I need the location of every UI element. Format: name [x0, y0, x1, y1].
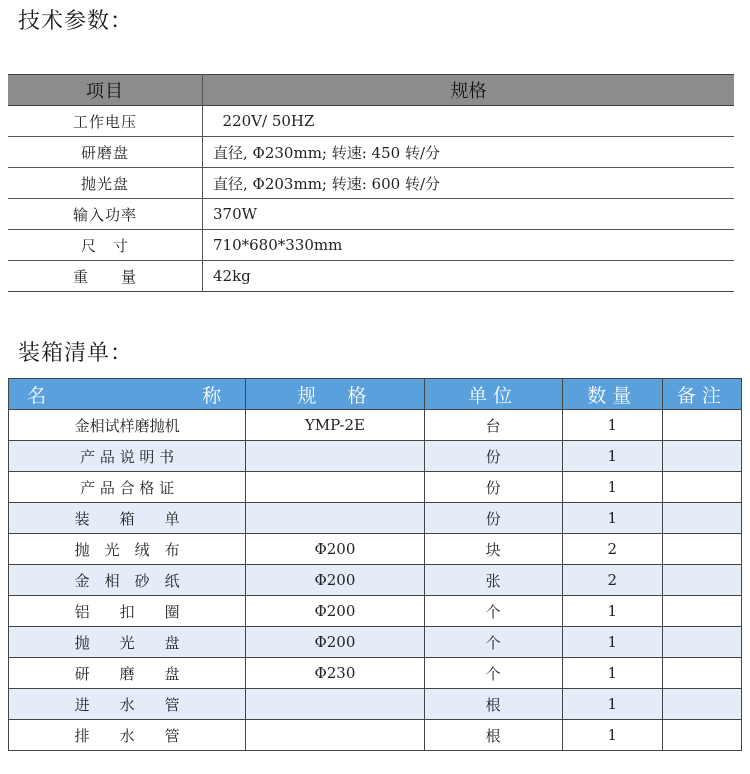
cell-note — [662, 596, 741, 627]
cell-qty: 1 — [562, 658, 662, 689]
cell-note — [662, 472, 741, 503]
packing-table — [8, 378, 742, 751]
table-row — [8, 230, 734, 261]
spec-item: 输入功率 — [8, 199, 203, 230]
cell-note — [662, 410, 741, 441]
table-row — [8, 199, 734, 230]
header-spec: 规格 — [203, 75, 735, 106]
cell-note — [662, 503, 741, 534]
table-row — [9, 720, 742, 751]
cell-qty: 1 — [562, 441, 662, 472]
spec-item: 工作电压 — [8, 106, 203, 137]
cell-name: 研 磨 盘 — [9, 658, 246, 689]
cell-spec: YMP-2E — [246, 410, 424, 441]
cell-spec — [246, 720, 424, 751]
header-name: 名 称 — [9, 379, 246, 410]
cell-spec: Φ200 — [246, 565, 424, 596]
cell-note — [662, 658, 741, 689]
table-row — [9, 627, 742, 658]
cell-name: 产 品 合 格 证 — [9, 472, 246, 503]
cell-spec: Φ200 — [246, 596, 424, 627]
cell-note — [662, 689, 741, 720]
header-qty: 数量 — [562, 379, 662, 410]
spec-table — [8, 74, 734, 292]
cell-qty: 2 — [562, 565, 662, 596]
cell-unit: 张 — [424, 565, 562, 596]
table-row — [9, 658, 742, 689]
cell-spec: Φ200 — [246, 534, 424, 565]
cell-unit: 个 — [424, 596, 562, 627]
table-row — [9, 565, 742, 596]
header-note: 备注 — [662, 379, 741, 410]
cell-name: 抛 光 绒 布 — [9, 534, 246, 565]
cell-qty: 1 — [562, 720, 662, 751]
cell-note — [662, 441, 741, 472]
table-row — [9, 503, 742, 534]
cell-unit: 块 — [424, 534, 562, 565]
table-row — [9, 689, 742, 720]
cell-qty: 1 — [562, 689, 662, 720]
table-row — [8, 137, 734, 168]
cell-spec: Φ200 — [246, 627, 424, 658]
cell-name: 进 水 管 — [9, 689, 246, 720]
cell-spec — [246, 441, 424, 472]
cell-unit: 个 — [424, 658, 562, 689]
cell-qty: 2 — [562, 534, 662, 565]
cell-unit: 根 — [424, 720, 562, 751]
spec-value: 42kg — [203, 261, 735, 292]
cell-qty: 1 — [562, 627, 662, 658]
table-row — [9, 596, 742, 627]
table-row — [9, 472, 742, 503]
spec-item: 重 量 — [8, 261, 203, 292]
cell-unit: 个 — [424, 627, 562, 658]
cell-name: 产 品 说 明 书 — [9, 441, 246, 472]
packing-list-heading: 装箱清单： — [18, 341, 134, 366]
spec-value: 直径, Φ230mm; 转速: 450 转/分 — [203, 137, 735, 168]
cell-note — [662, 720, 741, 751]
cell-name: 抛 光 盘 — [9, 627, 246, 658]
cell-unit: 份 — [424, 503, 562, 534]
packing-table-header — [9, 379, 742, 410]
cell-qty: 1 — [562, 596, 662, 627]
table-row — [8, 106, 734, 137]
cell-qty: 1 — [562, 472, 662, 503]
spec-value: 直径, Φ203mm; 转速: 600 转/分 — [203, 168, 735, 199]
cell-spec: Φ230 — [246, 658, 424, 689]
spec-item: 抛光盘 — [8, 168, 203, 199]
table-row — [8, 168, 734, 199]
cell-qty: 1 — [562, 410, 662, 441]
cell-spec — [246, 472, 424, 503]
cell-name: 装 箱 单 — [9, 503, 246, 534]
cell-name: 排 水 管 — [9, 720, 246, 751]
cell-unit: 份 — [424, 472, 562, 503]
cell-note — [662, 534, 741, 565]
cell-spec — [246, 689, 424, 720]
header-spec: 规 格 — [246, 379, 424, 410]
cell-name: 铝 扣 圈 — [9, 596, 246, 627]
spec-value: 710*680*330mm — [203, 230, 735, 261]
table-row — [9, 534, 742, 565]
cell-name: 金 相 砂 纸 — [9, 565, 246, 596]
cell-unit: 台 — [424, 410, 562, 441]
table-row — [9, 441, 742, 472]
cell-name: 金相试样磨抛机 — [9, 410, 246, 441]
spec-table-header — [8, 75, 734, 106]
cell-note — [662, 627, 741, 658]
spec-value: 220V/ 50HZ — [203, 106, 735, 137]
cell-unit: 份 — [424, 441, 562, 472]
spec-item: 尺 寸 — [8, 230, 203, 261]
cell-spec — [246, 503, 424, 534]
table-row — [9, 410, 742, 441]
spec-value: 370W — [203, 199, 735, 230]
tech-params-heading: 技术参数： — [18, 9, 134, 34]
header-unit: 单位 — [424, 379, 562, 410]
cell-unit: 根 — [424, 689, 562, 720]
spec-item: 研磨盘 — [8, 137, 203, 168]
cell-note — [662, 565, 741, 596]
table-row — [8, 261, 734, 292]
header-item: 项目 — [8, 75, 203, 106]
cell-qty: 1 — [562, 503, 662, 534]
